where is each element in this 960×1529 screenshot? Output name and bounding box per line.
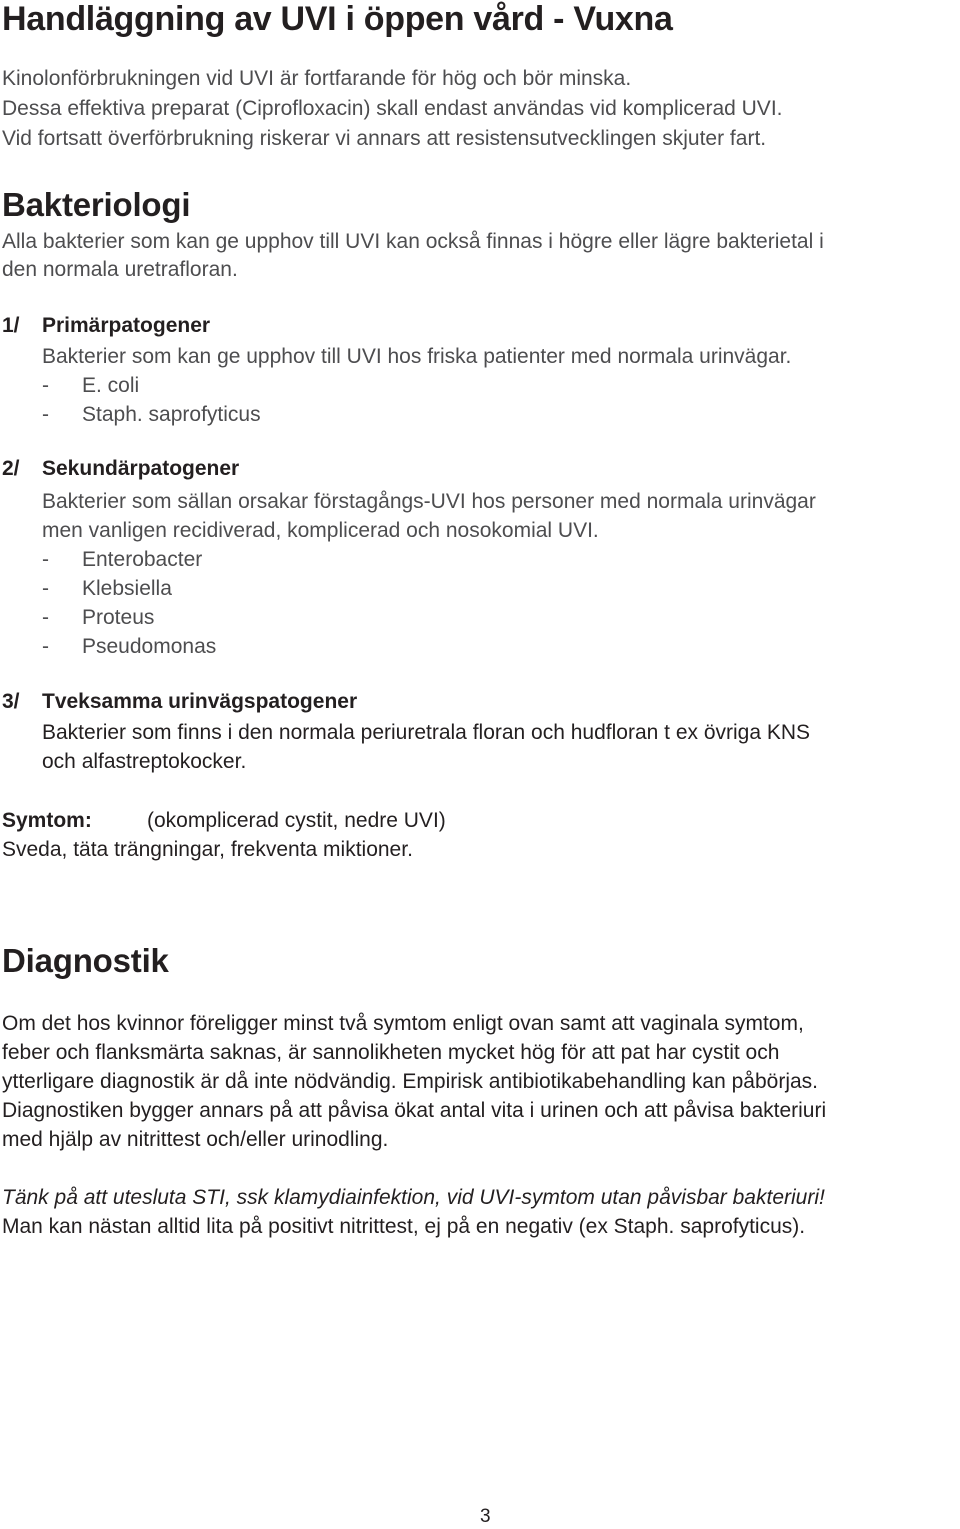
italic-note: Tänk på att utesluta STI, ssk klamydiainfektion, vid UVI-symtom utan påvisbar bakteriuri! [2,1186,825,1209]
list-item: - Proteus [42,606,155,629]
paragraph-line: ytterligare diagnostik är då inte nödvändig. Empirisk antibiotikabehandling kan påbörjas. [2,1070,818,1093]
group-text-line: Bakterier som finns i den normala periuretrala floran och hudfloran t ex övriga KNS [42,721,811,744]
list-item: - Enterobacter [42,548,203,571]
symtom-qualifier: (okomplicerad cystit, nedre UVI) [147,809,446,832]
list-item: - Staph. saprofyticus [42,403,261,426]
paragraph-line: med hjälp av nitrittest och/eller urinodling. [2,1128,389,1151]
symtom-label: Symtom: [2,809,92,832]
section-heading-diagnostik: Diagnostik [2,942,169,979]
group-text-line: Bakterier som kan ge upphov till UVI hos friska patienter med normala urinvägar. [42,345,792,368]
list-item: - Klebsiella [42,577,172,600]
page-title: Handläggning av UVI i öppen vård - Vuxna [2,0,673,38]
intro-line: Kinolonförbrukningen vid UVI är fortfarande för hög och bör minska. [2,67,632,90]
section-heading-bakteriologi: Bakteriologi [2,186,191,223]
group-title: Sekundärpatogener [42,457,240,480]
group-text-line: Bakterier som sällan orsakar förstagångs-UVI hos personer med normala urinvägar [42,490,816,513]
list-item: - E. coli [42,374,140,397]
paragraph-line: Alla bakterier som kan ge upphov till UVI kan också finnas i högre eller lägre bakterietal i [2,230,824,253]
group-number: 3/ [2,690,20,713]
paragraph-line: Om det hos kvinnor föreligger minst två symtom enligt ovan samt att vaginala symtom, [2,1012,804,1035]
group-title: Primärpatogener [42,314,211,337]
group-text-line: och alfastreptokocker. [42,750,247,773]
paragraph-line: Diagnostiken bygger annars på att påvisa ökat antal vita i urinen och att påvisa bakteriuri [2,1099,827,1122]
paragraph-line: feber och flanksmärta saknas, är sannolikheten mycket hög för att pat har cystit och [2,1041,780,1064]
note-line: Man kan nästan alltid lita på positivt nitrittest, ej på en negativ (ex Staph. saprofyticus). [2,1215,806,1238]
list-item: - Pseudomonas [42,635,217,658]
symtom-text: Sveda, täta trängningar, frekventa miktioner. [2,838,413,861]
page-number: 3 [480,1506,491,1527]
group-title: Tveksamma urinvägspatogener [42,690,358,713]
group-text-line: men vanligen recidiverad, komplicerad och nosokomial UVI. [42,519,599,542]
intro-line: Vid fortsatt överförbrukning riskerar vi annars att resistensutvecklingen skjuter fart. [2,127,767,150]
intro-line: Dessa effektiva preparat (Ciprofloxacin) skall endast användas vid komplicerad UVI. [2,97,783,120]
paragraph-line: den normala uretrafloran. [2,258,238,281]
group-number: 1/ [2,314,20,337]
group-number: 2/ [2,457,20,480]
